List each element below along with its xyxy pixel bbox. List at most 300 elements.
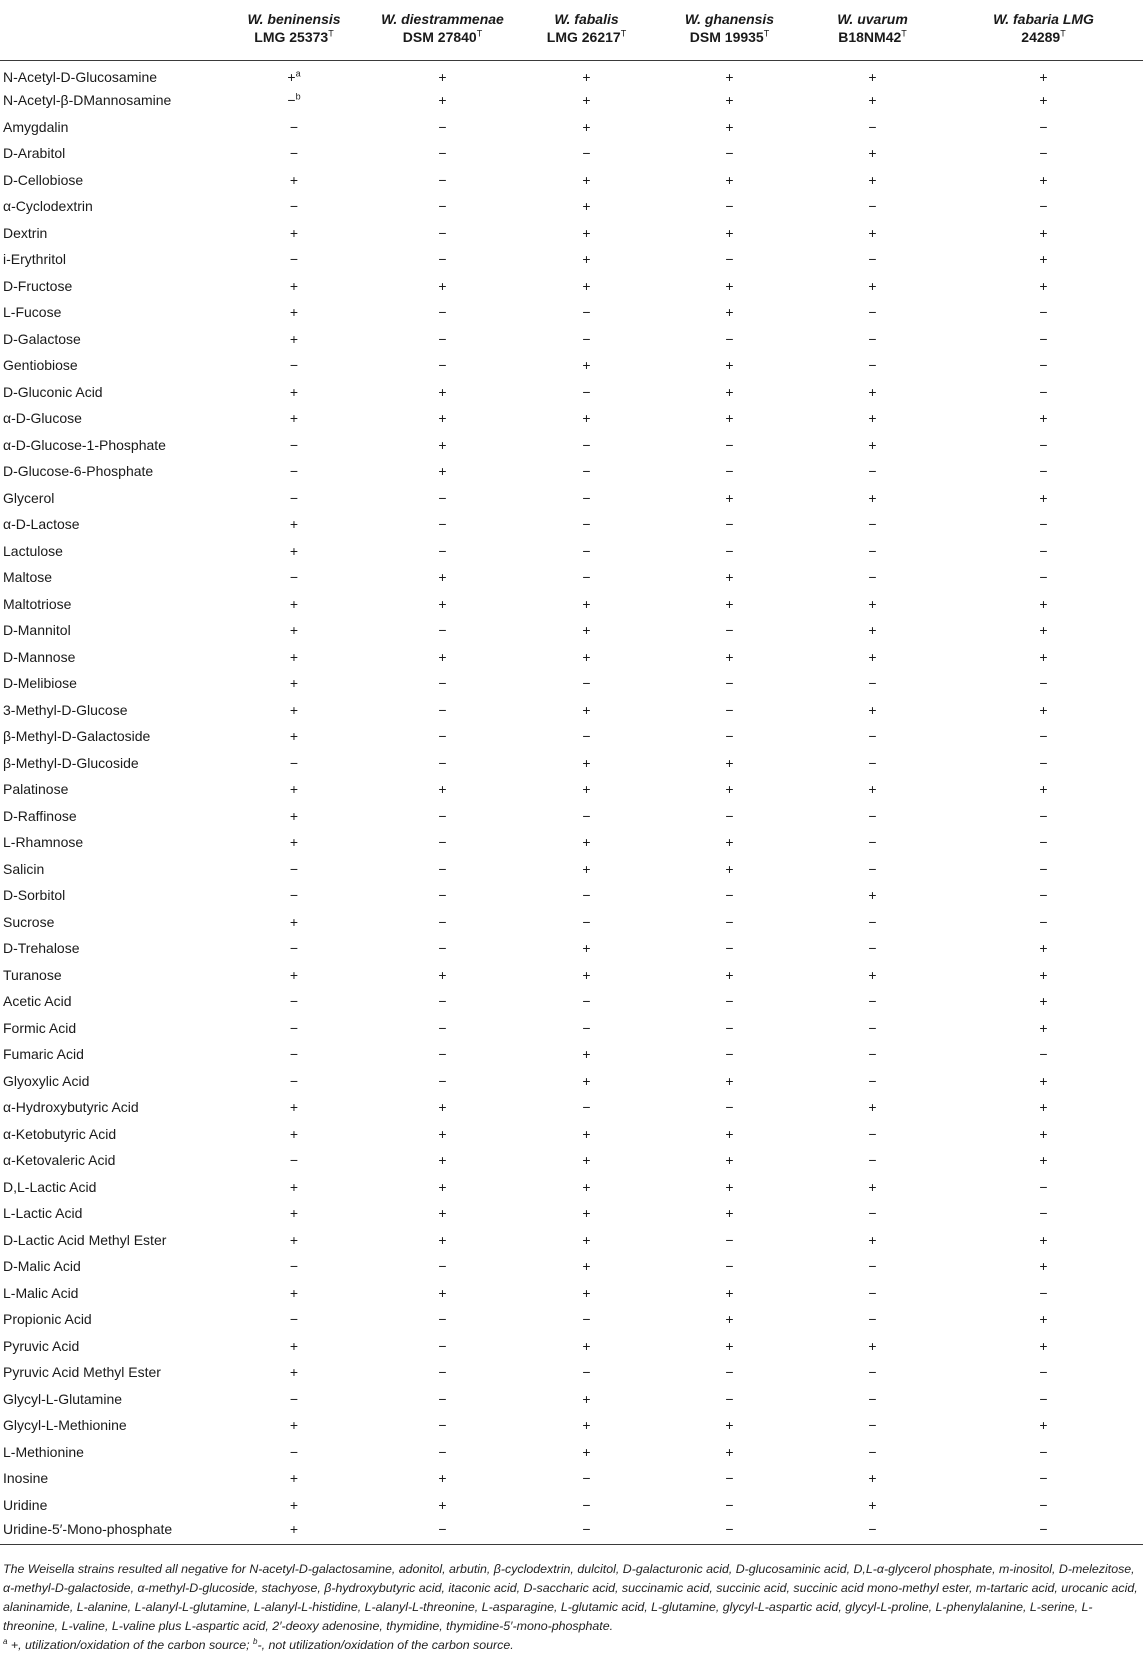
result-value: − xyxy=(868,675,877,692)
result-value: + xyxy=(582,1231,591,1248)
footnote-mark-b: b xyxy=(253,1636,258,1646)
result-cell xyxy=(370,538,515,565)
result-value: + xyxy=(1039,251,1048,268)
result-value: − xyxy=(868,1152,877,1169)
result-value: + xyxy=(868,277,877,294)
result-cell xyxy=(515,803,658,830)
result-cell xyxy=(218,538,370,565)
result-cell xyxy=(658,1041,801,1068)
result-value: − xyxy=(725,1390,734,1407)
result-cell xyxy=(658,114,801,141)
result-value: + xyxy=(289,807,299,824)
result-value: + xyxy=(725,92,734,109)
result-value: − xyxy=(1039,887,1048,904)
result-cell xyxy=(515,379,658,406)
substrate-name: Glycyl-L-Methionine xyxy=(3,1417,127,1434)
result-cell xyxy=(658,538,801,565)
table-row xyxy=(0,273,1143,300)
table-row xyxy=(0,167,1143,194)
table-row xyxy=(0,87,1143,114)
result-value: − xyxy=(438,1390,447,1407)
result-value: − xyxy=(725,993,734,1010)
result-value: + xyxy=(725,781,734,798)
result-value: + xyxy=(868,383,877,400)
result-value: − xyxy=(868,1364,877,1381)
result-cell xyxy=(370,140,515,167)
result-cell xyxy=(515,167,658,194)
result-cell xyxy=(515,61,658,88)
result-value: + xyxy=(725,1152,734,1169)
result-cell xyxy=(658,1280,801,1307)
result-cell xyxy=(801,1253,944,1280)
result-value: − xyxy=(725,542,734,559)
result-value: + xyxy=(438,781,447,798)
result-value: + xyxy=(289,622,299,639)
result-value: − xyxy=(868,1019,877,1036)
result-value: + xyxy=(868,1099,877,1116)
result-cell xyxy=(658,591,801,618)
result-value: + xyxy=(1039,171,1048,188)
table-row xyxy=(0,246,1143,273)
result-value: − xyxy=(438,940,447,957)
result-cell xyxy=(658,1386,801,1413)
substrate-name: L-Rhamnose xyxy=(3,834,84,851)
substrate-name: D-Melibiose xyxy=(3,675,77,692)
result-cell xyxy=(801,750,944,777)
result-cell xyxy=(515,485,658,512)
result-value: − xyxy=(1039,1496,1048,1513)
result-value: + xyxy=(725,648,734,665)
type-strain-mark: T xyxy=(763,28,770,39)
substrate-name: β-Methyl-D-Glucoside xyxy=(3,754,139,771)
result-cell xyxy=(218,962,370,989)
result-value: + xyxy=(582,701,591,718)
result-value: − xyxy=(582,1496,591,1513)
result-cell xyxy=(370,352,515,379)
result-cell xyxy=(658,140,801,167)
result-cell xyxy=(944,405,1143,432)
result-value: − xyxy=(289,940,299,957)
result-cell xyxy=(515,962,658,989)
result-cell xyxy=(658,882,801,909)
result-value: + xyxy=(438,1496,447,1513)
result-value: + xyxy=(438,648,447,665)
result-cell xyxy=(944,379,1143,406)
substrate-name: Glyoxylic Acid xyxy=(3,1072,90,1089)
result-value: + xyxy=(1039,1258,1048,1275)
result-value: − xyxy=(1039,1046,1048,1063)
substrate-name: α-Ketovaleric Acid xyxy=(3,1152,116,1169)
result-value: + xyxy=(289,330,299,347)
result-value: + xyxy=(1039,1337,1048,1354)
result-value: − xyxy=(725,1496,734,1513)
result-cell xyxy=(801,1359,944,1386)
result-cell xyxy=(801,379,944,406)
result-cell xyxy=(370,299,515,326)
result-cell xyxy=(658,61,801,88)
result-value: + xyxy=(289,1496,299,1513)
table-row xyxy=(0,617,1143,644)
result-value: + xyxy=(289,542,299,559)
result-cell xyxy=(218,405,370,432)
result-value: + xyxy=(289,966,299,983)
result-cell xyxy=(515,591,658,618)
result-cell xyxy=(515,1465,658,1492)
table-row xyxy=(0,1094,1143,1121)
result-value: + xyxy=(582,1443,591,1460)
result-cell xyxy=(370,114,515,141)
result-cell xyxy=(218,644,370,671)
substrate-name: D-Trehalose xyxy=(3,940,80,957)
result-value: + xyxy=(868,224,877,241)
result-value: − xyxy=(868,542,877,559)
table-row xyxy=(0,1147,1143,1174)
result-cell xyxy=(370,723,515,750)
result-value: − xyxy=(438,993,447,1010)
substrate-name: Uridine-5′-Mono-phosphate xyxy=(0,1518,218,1545)
table-row xyxy=(0,1253,1143,1280)
table-row xyxy=(0,114,1143,141)
result-value: − xyxy=(1039,728,1048,745)
result-cell xyxy=(515,670,658,697)
result-cell xyxy=(944,803,1143,830)
result-value: + xyxy=(725,1337,734,1354)
result-cell xyxy=(515,1492,658,1519)
result-value: + xyxy=(725,860,734,877)
result-value: − xyxy=(868,860,877,877)
result-value: − xyxy=(289,1046,299,1063)
result-value: − xyxy=(582,489,591,506)
result-value: − xyxy=(868,1521,877,1537)
result-value: + xyxy=(1039,648,1048,665)
table-row xyxy=(0,909,1143,936)
result-value: − xyxy=(438,1311,447,1328)
header-substrate xyxy=(0,10,218,61)
substrate-name: Turanose xyxy=(3,966,62,983)
result-value: − xyxy=(438,357,447,374)
result-value: + xyxy=(438,1125,447,1142)
result-cell xyxy=(944,829,1143,856)
result-cell xyxy=(218,273,370,300)
result-value: + xyxy=(438,383,447,400)
result-value: + xyxy=(289,383,299,400)
result-value: − xyxy=(289,198,299,215)
result-cell xyxy=(218,140,370,167)
result-value: − xyxy=(868,1443,877,1460)
result-value: − xyxy=(438,887,447,904)
result-cell xyxy=(218,220,370,247)
result-cell xyxy=(658,273,801,300)
result-cell xyxy=(370,405,515,432)
strain-id xyxy=(803,28,942,46)
result-cell xyxy=(515,1253,658,1280)
result-value: + xyxy=(868,410,877,427)
result-value: − xyxy=(289,251,299,268)
substrate-name: L-Lactic Acid xyxy=(3,1205,83,1222)
result-cell xyxy=(658,485,801,512)
strain-id-text: DSM 27840 xyxy=(402,29,477,45)
substrate-name: Dextrin xyxy=(3,224,48,241)
result-value: − xyxy=(438,1364,447,1381)
result-value: + xyxy=(868,648,877,665)
result-cell xyxy=(801,193,944,220)
result-cell xyxy=(658,776,801,803)
substrate-name: 3-Methyl-D-Glucose xyxy=(3,701,128,718)
result-value: − xyxy=(289,118,299,135)
result-value: + xyxy=(725,1072,734,1089)
result-value: − xyxy=(582,1364,591,1381)
result-value: + xyxy=(438,595,447,612)
result-cell xyxy=(801,1492,944,1519)
result-cell xyxy=(944,564,1143,591)
result-value: + xyxy=(582,357,591,374)
result-cell xyxy=(944,299,1143,326)
result-cell xyxy=(218,432,370,459)
result-value: − xyxy=(1039,860,1048,877)
result-value: − xyxy=(868,330,877,347)
substrate-name: Maltotriose xyxy=(3,595,72,612)
result-value: + xyxy=(438,1205,447,1222)
result-value: + xyxy=(868,1470,877,1487)
result-cell xyxy=(944,1492,1143,1519)
substrate-name: Sucrose xyxy=(3,913,55,930)
result-cell xyxy=(801,1333,944,1360)
result-cell xyxy=(515,564,658,591)
result-cell xyxy=(801,61,944,88)
table-row xyxy=(0,1174,1143,1201)
result-cell xyxy=(658,326,801,353)
result-cell xyxy=(370,617,515,644)
result-cell xyxy=(944,1412,1143,1439)
result-cell xyxy=(218,882,370,909)
substrate-name: Fumaric Acid xyxy=(3,1046,84,1063)
result-cell xyxy=(218,1015,370,1042)
result-value: + xyxy=(868,781,877,798)
result-value: − xyxy=(1039,834,1048,851)
strain-id xyxy=(946,28,1141,46)
result-cell xyxy=(218,829,370,856)
result-value: − xyxy=(438,516,447,533)
result-cell xyxy=(370,1094,515,1121)
result-cell xyxy=(515,617,658,644)
result-value: + xyxy=(1039,489,1048,506)
result-cell xyxy=(370,644,515,671)
result-value: − xyxy=(868,357,877,374)
result-cell xyxy=(801,326,944,353)
result-value: − xyxy=(868,1205,877,1222)
result-cell xyxy=(370,1518,515,1545)
result-cell xyxy=(515,87,658,114)
result-cell xyxy=(801,1306,944,1333)
result-cell xyxy=(658,246,801,273)
result-value: + xyxy=(289,1099,299,1116)
result-cell xyxy=(515,1518,658,1545)
result-cell xyxy=(370,326,515,353)
substrate-name: D-Galactose xyxy=(3,330,81,347)
result-value: − xyxy=(725,463,734,480)
result-value: − xyxy=(438,834,447,851)
result-cell xyxy=(515,352,658,379)
substrate-name: Formic Acid xyxy=(3,1019,77,1036)
result-cell xyxy=(370,564,515,591)
result-value: − xyxy=(725,198,734,215)
substrate-name: D-Malic Acid xyxy=(3,1258,81,1275)
result-value: − xyxy=(1039,1284,1048,1301)
result-value: + xyxy=(582,1046,591,1063)
result-cell xyxy=(801,829,944,856)
result-value: + xyxy=(868,1178,877,1195)
substrate-name: L-Malic Acid xyxy=(3,1284,79,1301)
result-value: − xyxy=(438,198,447,215)
table-row xyxy=(0,1412,1143,1439)
result-cell xyxy=(801,273,944,300)
substrate-name: Inosine xyxy=(3,1470,49,1487)
result-cell xyxy=(218,1200,370,1227)
result-value: + xyxy=(1039,701,1048,718)
result-cell xyxy=(801,1121,944,1148)
result-cell xyxy=(658,750,801,777)
result-cell xyxy=(801,1386,944,1413)
result-value: + xyxy=(582,1337,591,1354)
result-value: − xyxy=(582,463,591,480)
result-cell xyxy=(515,1412,658,1439)
result-value: + xyxy=(725,277,734,294)
result-value: − xyxy=(868,1417,877,1434)
result-cell xyxy=(370,1439,515,1466)
result-cell xyxy=(801,882,944,909)
result-cell xyxy=(801,1280,944,1307)
result-cell xyxy=(944,1174,1143,1201)
result-cell xyxy=(515,405,658,432)
result-cell xyxy=(218,697,370,724)
result-value: − xyxy=(1039,1205,1048,1222)
result-value: + xyxy=(725,1284,734,1301)
result-cell xyxy=(218,935,370,962)
result-cell xyxy=(370,697,515,724)
result-cell xyxy=(801,909,944,936)
result-value: + xyxy=(289,1231,299,1248)
result-cell xyxy=(218,1439,370,1466)
result-value: − xyxy=(438,622,447,639)
result-value: + xyxy=(582,860,591,877)
result-value: + xyxy=(725,489,734,506)
result-cell xyxy=(515,458,658,485)
table-row xyxy=(0,1465,1143,1492)
result-cell xyxy=(944,273,1143,300)
result-cell xyxy=(801,246,944,273)
result-value: − xyxy=(438,675,447,692)
result-value: − xyxy=(582,675,591,692)
table-row xyxy=(0,299,1143,326)
result-value: − xyxy=(582,304,591,321)
result-cell xyxy=(370,591,515,618)
result-value: + xyxy=(289,834,299,851)
result-value: − xyxy=(289,569,299,586)
result-value: − xyxy=(1039,807,1048,824)
result-cell xyxy=(944,591,1143,618)
substrate-name: D-Glucose-6-Phosphate xyxy=(3,463,154,480)
result-value: + xyxy=(582,1258,591,1275)
result-cell xyxy=(370,962,515,989)
result-value: − xyxy=(725,913,734,930)
result-value: − xyxy=(582,1521,591,1537)
substrate-name: α-Hydroxybutyric Acid xyxy=(3,1099,139,1116)
carbon-source-table xyxy=(0,10,1143,1545)
result-value: − xyxy=(582,887,591,904)
result-cell xyxy=(658,617,801,644)
table-row xyxy=(0,379,1143,406)
result-value: + xyxy=(289,277,299,294)
type-strain-mark: T xyxy=(476,28,483,39)
result-value: − xyxy=(868,1125,877,1142)
result-cell xyxy=(218,61,370,88)
result-cell xyxy=(944,1094,1143,1121)
result-value: − xyxy=(868,1046,877,1063)
table-row xyxy=(0,220,1143,247)
result-cell xyxy=(944,1253,1143,1280)
substrate-name: D-Gluconic Acid xyxy=(3,383,103,400)
result-cell xyxy=(370,1121,515,1148)
table-row xyxy=(0,352,1143,379)
substrate-name: D-Mannitol xyxy=(3,622,71,639)
result-cell xyxy=(218,617,370,644)
result-cell xyxy=(370,511,515,538)
result-cell xyxy=(515,1121,658,1148)
result-cell xyxy=(515,988,658,1015)
result-cell xyxy=(658,1439,801,1466)
result-value: + xyxy=(438,1099,447,1116)
result-cell xyxy=(658,962,801,989)
result-cell xyxy=(801,1147,944,1174)
result-cell xyxy=(801,1465,944,1492)
result-cell xyxy=(515,246,658,273)
result-cell xyxy=(218,564,370,591)
result-cell xyxy=(515,829,658,856)
result-cell xyxy=(658,670,801,697)
result-cell xyxy=(658,1333,801,1360)
result-value: − xyxy=(289,489,299,506)
footnote-legend-negative: -, not utilization/oxidation of the carbon source. xyxy=(257,1638,514,1652)
result-cell xyxy=(218,723,370,750)
result-value: − xyxy=(582,383,591,400)
result-value: + xyxy=(868,1337,877,1354)
table-row xyxy=(0,1359,1143,1386)
strain-id-text: B18NM42 xyxy=(838,29,902,45)
result-value: − xyxy=(1039,357,1048,374)
result-value: + xyxy=(868,595,877,612)
table-row xyxy=(0,750,1143,777)
result-cell xyxy=(658,1121,801,1148)
result-cell xyxy=(944,1227,1143,1254)
result-cell xyxy=(801,299,944,326)
table-footnote xyxy=(3,1560,1139,1655)
result-value: + xyxy=(1039,993,1048,1010)
result-cell xyxy=(370,670,515,697)
result-value: − xyxy=(725,436,734,453)
result-value: − xyxy=(868,1311,877,1328)
table-row xyxy=(0,1015,1143,1042)
result-value: − xyxy=(868,834,877,851)
result-value: + xyxy=(289,595,299,612)
result-cell xyxy=(218,167,370,194)
result-value: − xyxy=(438,1072,447,1089)
result-cell xyxy=(515,1015,658,1042)
result-cell xyxy=(801,988,944,1015)
table-row xyxy=(0,723,1143,750)
substrate-name: β-Methyl-D-Galactoside xyxy=(3,728,151,745)
result-cell xyxy=(944,1068,1143,1095)
result-cell xyxy=(944,1359,1143,1386)
